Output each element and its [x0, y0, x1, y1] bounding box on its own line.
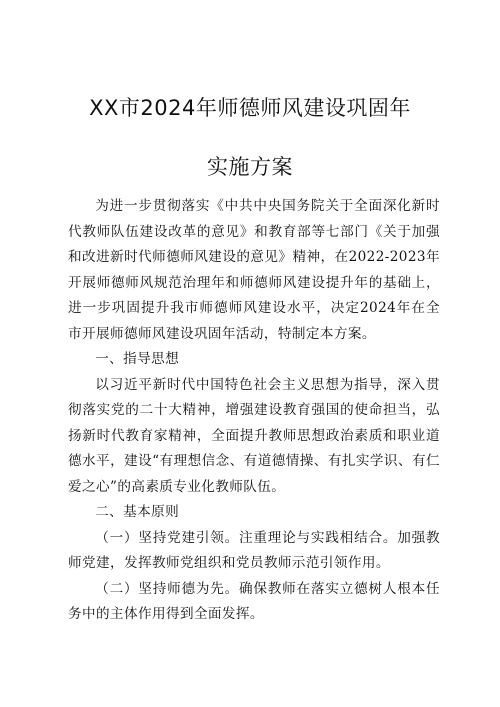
principle-ethics-first-paragraph: （二）坚持师德为先。确保教师在落实立德树人根本任务中的主体作用得到全面发挥。: [68, 580, 440, 622]
document-title-line-1: XX市2024年师德师风建设巩固年: [89, 96, 411, 120]
document-body: [68, 194, 440, 628]
document-title-line-2: 实施方案: [207, 155, 293, 179]
principle-party-building-paragraph: （一）坚持党建引领。注重理论与实践相结合。加强教师党建，发挥教师党组织和党员教师示范引领作用。: [68, 529, 440, 571]
section-heading-guiding-ideology: 一、指导思想: [95, 351, 180, 367]
guiding-ideology-paragraph: 以习近平新时代中国特色社会主义思想为指导，深入贯彻落实党的二十大精神，增强建设教育强国的使命担当，弘扬新时代教育家精神，全面提升教师思想政治素质和职业道德水平，建设“有理想信念、有道德情操、有扎实学识、有仁爱之心”的高素质专业化教师队伍。: [68, 376, 440, 495]
section-heading-basic-principles: 二、基本原则: [95, 504, 180, 520]
intro-paragraph: 为进一步贯彻落实《中共中央国务院关于全面深化新时代教师队伍建设改革的意见》和教育部等七部门《关于加强和改进新时代师德师风建设的意见》精神，在2022-2023年开展师德师风规范治理年和师德师风建设提升年的基础上，进一步巩固提升我市师德师风建设水平，决定2024年在全市开展师德师风建设巩固年活动，特制定本方案。: [68, 198, 440, 342]
